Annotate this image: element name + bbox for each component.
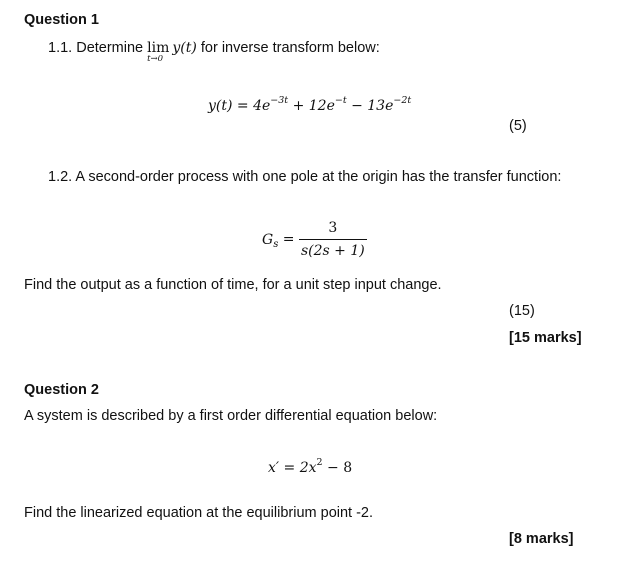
question-2-total-marks: [8 marks]	[509, 531, 574, 547]
part-text: A second-order process with one pole at the origin has the transfer function:	[75, 169, 562, 185]
equation-y-of-t: $y(t) = 4e^{-3t} + 12e^{-t} - 13e^{-2t}$	[208, 95, 412, 114]
differential-equation: $x' = 2x^2 - 8$	[268, 457, 353, 476]
part-number: 1.2.	[48, 169, 73, 185]
limit-function: y(t)	[172, 40, 197, 56]
part-text-before: Determine	[76, 40, 144, 56]
tf-lhs: $G_s$	[262, 231, 279, 250]
question-1-2-instruction: Find the output as a function of time, for a unit step input change.	[24, 277, 442, 293]
question-2-heading: Question 2	[24, 382, 99, 398]
question-1-1-text	[48, 40, 380, 64]
question-2-instruction: Find the linearized equation at the equilibrium point -2.	[24, 505, 374, 521]
tf-fraction	[299, 220, 367, 259]
marks-1-2: (15)	[509, 303, 535, 319]
question-2-text: A system is described by a first order differential equation below:	[24, 408, 438, 424]
marks-1-1: (5)	[509, 118, 527, 134]
question-1-2-text	[48, 169, 561, 185]
transfer-function	[262, 220, 367, 259]
tf-denominator: s(2s + 1)	[299, 239, 367, 259]
question-1-heading: Question 1	[24, 12, 99, 28]
part-text-after: for inverse transform below:	[200, 40, 380, 56]
limit-subscript: t→0	[147, 54, 164, 64]
tf-numerator: 3	[328, 220, 338, 236]
limit-operator: lim t→0	[147, 40, 170, 64]
tf-equals: =	[282, 231, 295, 248]
question-1-total-marks: [15 marks]	[509, 330, 582, 346]
part-number: 1.1.	[48, 40, 73, 56]
